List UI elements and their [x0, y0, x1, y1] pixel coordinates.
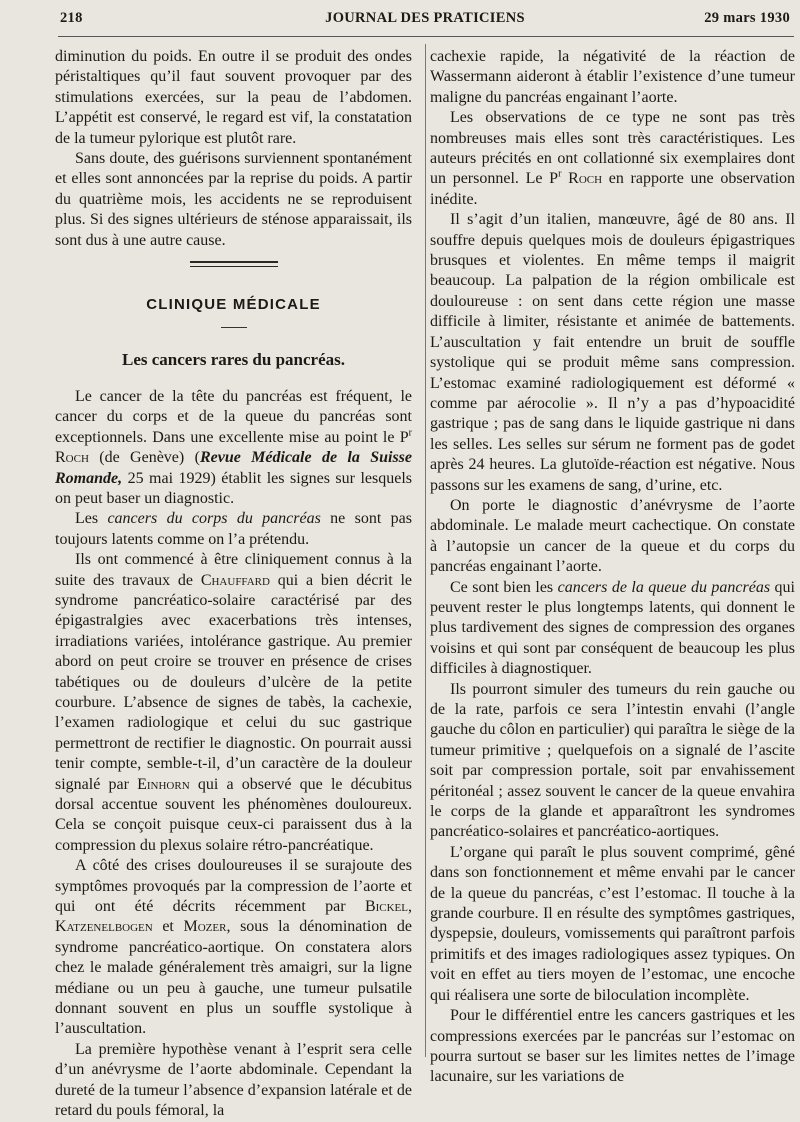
paragraph: Ils pourront simuler des tumeurs du rein gauche ou de la rate, parfois ce sera l’intestin envahi (l’angle gauche du côlon en particulier) qui paraîtra le siège de la tumeur primitive ; quelquefois on a signalé de l’ascite soit par compression portale, soit par envahissement péritonéal ; assez souvent le cancer de la queue envahira le corps de la glande et apparaîtront les syndromes pancréatico-solaires et pancréatico-aortiques.	[430, 680, 795, 841]
paragraph: Les observations de ce type ne sont pas très nombreuses mais elles sont très caractéristiques. Les auteurs précités en ont collationné six exemplaires dont un personnel. Le $P^r$ Roch en rapporte une observation inédite.	[430, 109, 796, 208]
paragraph: Ils ont commencé à être cliniquement connus à la suite des travaux de Chauffard qui a bien décrit le syndrome pancréatico-solaire caractérisé par des épigastralgies avec exacerbations très intenses, irradiations variées, intolérance gastrique. Au premier abord on peut croire se trouver en présence de crises tabétiques ou de douleurs d’ulcère de la petite courbure. L’absence de signes de tabès, la cachexie, l’examen radiologique et celui du suc gastrique permettront de rectifier le diagnostic. On pourrait aussi tenir compte, semble-t-il, d’un caractère de la douleur signalé par Einhorn qui a observé que le décubitus dorsal accentue souvent les phénomènes douloureux. Cela se conçoit puisque ceux-ci paraissent dus à la compression du plexus solaire rétro-pancréatique.	[55, 551, 413, 854]
paragraph: A côté des crises douloureuses il se surajoute des symptômes provoqués par la compression de l’aorte et qui ont été décrits récemment par Bickel, Katzenelbogen et Mozer, sous la dénomination de syndrome pancréatico-aortique. On constatera alors chez le malade généralement très amaigri, sur la ligne médiane ou un peu à gauche, une tumeur pulsatile donnant souvent en plus un souffle systolique à l’auscultation.	[55, 857, 412, 1038]
author-name: Katzenelbogen	[55, 918, 153, 936]
section-divider	[190, 261, 278, 267]
author-name: Mozer	[183, 918, 227, 936]
paragraph: Pour le différentiel entre les cancers gastriques et les compressions exercées par le pancréas sur l’estomac on pourra surtout se baser sur les limites nettes de l’image lacunaire, sur les variations de	[430, 1007, 795, 1086]
journal-reference: Revue Médicale de la Suisse Romande,	[55, 449, 413, 487]
paragraph: L’organe qui paraît le plus souvent comprimé, gêné dans son fonctionnement et même envahi par le cancer de la queue du pancréas, c’est l’estomac. Il touche à la grande courbure. Il en résulte des symptômes gastriques, dyspepsie, douleurs, vomissements qui paraîtront parfois primitifs et des images radiologiques assez typiques. On voit en effet au tiers moyen de l’estomac, une encoche qui réalisera une sorte de biloculation incomplète.	[430, 843, 795, 1004]
right-column	[430, 47, 796, 1086]
emphasis: cancers du corps du pancréas	[107, 510, 321, 528]
paragraph: Les cancers du corps du pancréas ne sont pas toujours latents comme on l’a prétendu.	[55, 510, 412, 548]
paragraph: diminution du poids. En outre il se produit des ondes péristaltiques qu’il faut souvent provoquer par des stimulations exercées, sur la peau de l’abdomen. L’appétit est conservé, le regard est vif, la constatation de la tumeur pylorique est plutôt rare.	[55, 48, 412, 147]
paragraph: Le cancer de la tête du pancréas est fréquent, le cancer du corps et de la queue du pancréas sont exceptionnels. Dans une excellente mise au point le $P^r$ Roch (de Genève) (Revue Médicale de la Suisse Romande, 25 mai 1929) établit les signes sur lesquels on peut baser un diagnostic.	[55, 387, 413, 507]
article-title: Les cancers rares du pancréas.	[121, 350, 346, 370]
author-name: Roch	[568, 170, 603, 188]
journal-title: JOURNAL DES PRATICIENS	[325, 10, 525, 26]
running-header	[60, 10, 790, 36]
column-divider	[425, 44, 426, 1057]
left-column	[55, 47, 413, 1120]
title-dash	[221, 327, 247, 328]
header-rule	[58, 36, 794, 37]
paragraph: cachexie rapide, la négativité de la réaction de Wassermann aideront à établir l’existence d’une tumeur maligne du pancréas engainant l’aorte.	[430, 48, 795, 106]
paragraph: La première hypothèse venant à l’esprit sera celle d’un anévrysme de l’aorte abdominale. Cependant la dureté de la tumeur l’absence d’expansion latérale et de retard du pouls fémoral, la	[55, 1040, 412, 1120]
page-number: 218	[60, 10, 83, 26]
author-name: Einhorn	[137, 775, 190, 793]
paragraph: Ce sont bien les cancers de la queue du pancréas qui peuvent rester le plus longtemps latents, qui donnent le plus tardivement des signes de compression des organes voisins et qui sont par conséquent de beaucoup les plus difficiles à diagnostiquer.	[430, 578, 795, 678]
author-name: Roch	[55, 449, 89, 467]
author-name: Chauffard	[200, 571, 270, 589]
paragraph: Sans doute, des guérisons surviennent spontanément et elles sont annoncées par la reprise du poids. A partir du quatrième mois, les accidents ne se reproduisent plus. Si des signes ultérieurs de sténose apparaissait, ils sont dus à une autre cause.	[55, 150, 412, 249]
author-name: Bickel	[364, 898, 408, 916]
paragraph: On porte le diagnostic d’anévrysme de l’aorte abdominale. Le malade meurt cachectique. On constate à l’autopsie un cancer de la queue et du corps du pancréas engainant l’aorte.	[430, 496, 795, 576]
paragraph: Il s’agit d’un italien, manœuvre, âgé de 80 ans. Il souffre depuis quelques mois de douleurs épigastriques brusques et violentes. En même temps il maigrit beaucoup. La palpation de la région ombilicale est douloureuse : on sent dans cette région une masse difficile à limiter, résistante et animée de battements. L’auscultation y fait entendre un bruit de souffle systolique qui se produit même sans compression. L’estomac examiné radiologiquement est déformé « comme par aérocolie ». Il n’y a pas d’hypoacidité gastrique ; pas de sang dans le liquide gastrique ni dans les selles. Les selles sur sérum ne forment pas de godet après 24 heures. La glutoïde-réaction est négative. Nous passons sur les examens de sang, d’urine, etc.	[430, 211, 795, 494]
issue-date: 29 mars 1930	[704, 10, 790, 26]
section-title: CLINIQUE MÉDICALE	[146, 296, 321, 314]
emphasis: cancers de la queue du pancréas	[557, 578, 771, 596]
